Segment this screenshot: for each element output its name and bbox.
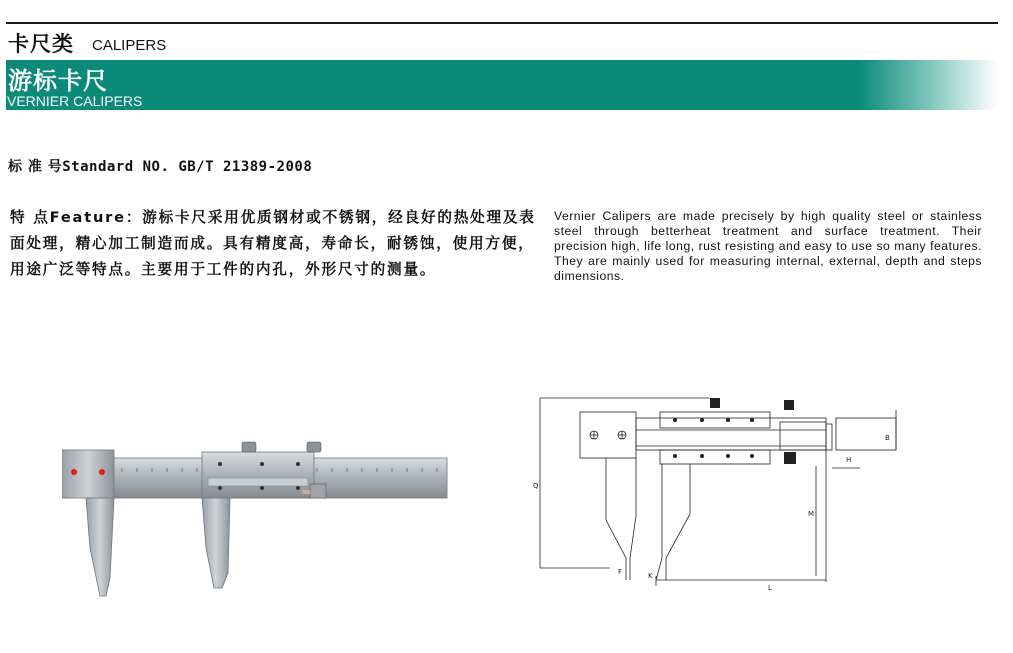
dim-label-q: Q: [533, 482, 539, 490]
product-title-cn: 游标卡尺: [8, 67, 108, 95]
dim-label-l: L: [768, 584, 772, 592]
product-title-en: VERNIER CALIPERS: [7, 93, 143, 109]
caliper-technical-drawing: [530, 386, 910, 596]
product-banner: [6, 60, 998, 110]
standard-number: [8, 156, 312, 176]
dim-label-h: H: [846, 456, 852, 464]
dim-label-k: K: [648, 572, 653, 580]
category-title-en: CALIPERS: [92, 37, 167, 54]
dim-label-b: B: [885, 434, 890, 442]
caliper-photo: [62, 438, 452, 603]
top-rule: [6, 22, 998, 24]
feature-text-cn: 特 点Feature：游标卡尺采用优质钢材或不锈钢，经良好的热处理及表面处理，精心加工制造而成。具有精度高，寿命长，耐锈蚀，使用方便，用途广泛等特点。主要用于工件的内孔，外形尺寸的测量。: [10, 209, 536, 278]
standard-value: Standard NO. GB/T 21389-2008: [62, 159, 313, 175]
dim-label-f: F: [618, 568, 623, 576]
standard-label: 标 准 号: [8, 159, 63, 175]
dim-label-m: M: [808, 510, 815, 518]
feature-text-en: Vernier Calipers are made precisely by high quality steel or stainless steel through betterheat treatment and surface treatment. Their precision high, life long, rust resisting and easy to use so many features. They are mainly used for measuring internal, external, depth and steps dimensions.: [554, 209, 982, 283]
category-title-cn: 卡尺类: [8, 32, 74, 56]
